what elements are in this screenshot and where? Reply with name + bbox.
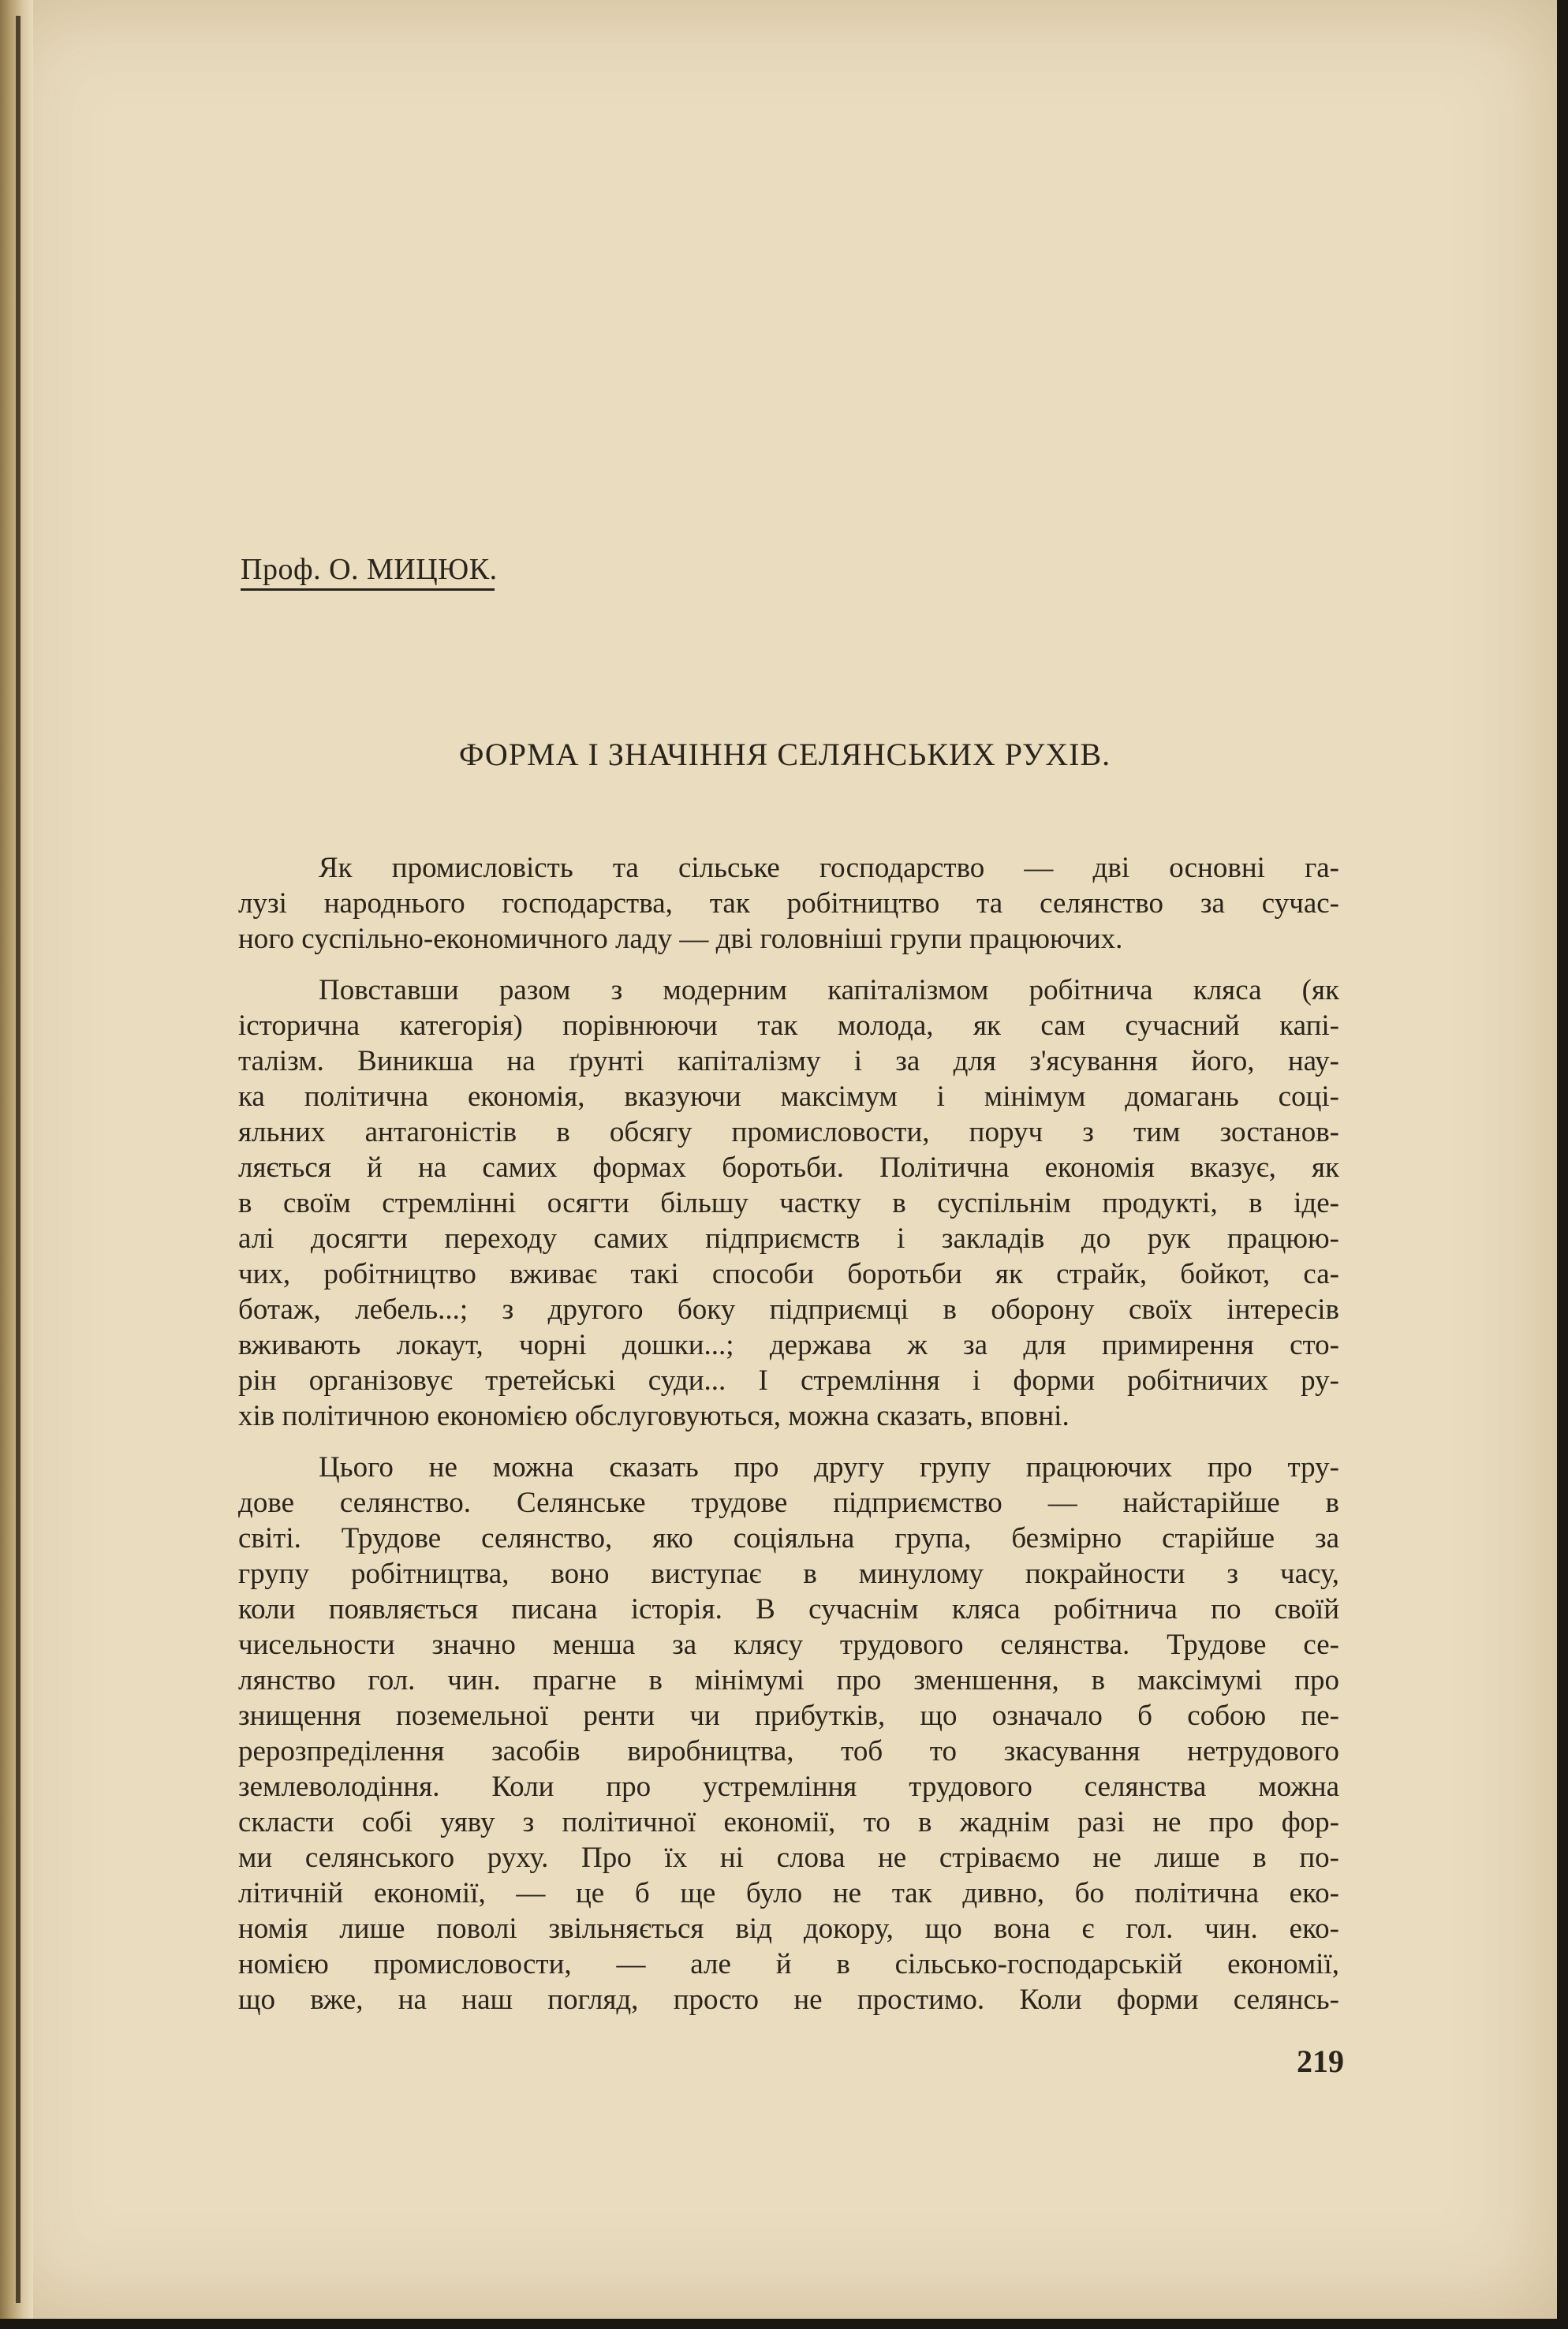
text-line: Цього не можна сказать про другу групу працюючих про тру- (319, 1451, 1339, 1484)
text-line: ми селянського руху. Про їх ні слова не стріваємо не лише в по- (238, 1842, 1339, 1874)
text-line: лузі народнього господарства, так робітництво та селянство за сучас- (238, 887, 1339, 920)
text-line: чисельности значно менша за клясу трудового селянства. Трудове се- (238, 1629, 1339, 1661)
article-title: ФОРМА І ЗНАЧІННЯ СЕЛЯНСЬКИХ РУХІВ. (458, 737, 1111, 772)
text-line: хів політичною економією обслуговуються, можна сказать, вповні. (238, 1400, 1070, 1432)
text-line: коли появляється писана історія. В сучаснім кляса робітнича по своїй (238, 1593, 1339, 1625)
binding-edge (16, 16, 21, 2303)
text-line: в своїм стремлінні осягти більшу частку в суспільнім продукті, в іде- (238, 1187, 1339, 1219)
text-line: рін організовує третейські суди... І стремління і форми робітничих ру- (238, 1364, 1339, 1397)
text-line: ного суспільно-економичного ладу — дві головніші групи працюючих. (238, 923, 1123, 955)
text-line: що вже, на наш погляд, просто не простимо. Коли форми селянсь- (238, 1984, 1339, 2016)
text-line: Як промисловість та сільське господарство — дві основні га- (319, 852, 1339, 884)
text-line: рерозпреділення засобів виробництва, тоб то зкасування нетрудового (238, 1735, 1339, 1767)
text-line: землеволодіння. Коли про устремління трудового селянства можна (238, 1771, 1339, 1803)
text-line: яльних антагоністів в обсягу промисловости, поруч з тим зостанов- (238, 1116, 1339, 1148)
text-line: ка політична економія, вказуючи максімум і мінімум домагань соці- (238, 1081, 1339, 1113)
author-name: Проф. О. МИЦЮК. (241, 553, 498, 586)
text-line: ляється й на самих формах боротьби. Політична економія вказує, як (238, 1151, 1339, 1184)
text-line: історична категорія) порівнюючи так молода, як сам сучасний капі- (238, 1010, 1339, 1042)
text-line: знищення поземельної ренти чи прибутків, що означало б собою пе- (238, 1700, 1339, 1732)
article-body (238, 850, 1339, 2033)
author-underline (241, 588, 495, 591)
paragraph-1 (238, 850, 1339, 957)
text-line: номія лише поволі звільняється від докору, що вона є гол. чин. еко- (238, 1913, 1339, 1945)
text-line: дове селянство. Селянське трудове підприємство — найстарійше в (238, 1487, 1339, 1519)
text-line: вживають локаут, чорні дошки...; держава ж за для примирення сто- (238, 1329, 1339, 1361)
paragraph-3 (238, 1450, 1339, 2017)
text-line: алі досягти переходу самих підприємств і закладів до рук працюю- (238, 1222, 1339, 1255)
page-number: 219 (1297, 2043, 1344, 2079)
text-line: ботаж, лебель...; з другого боку підприємці в оборону своїх інтересів (238, 1293, 1339, 1326)
text-line: лянство гол. чин. прагне в мінімумі про зменшення, в максімумі про (238, 1664, 1339, 1696)
paragraph-2 (238, 972, 1339, 1434)
text-line: номією промисловости, — але й в сільсько-господарській економії, (238, 1948, 1339, 1980)
text-line: скласти собі уяву з політичної економії, то в жаднім разі не про фор- (238, 1806, 1339, 1838)
text-line: чих, робітництво вживає такі способи боротьби як страйк, бойкот, са- (238, 1258, 1339, 1290)
text-line: світі. Трудове селянство, яко соціяльна група, безмірно старійше за (238, 1522, 1339, 1555)
text-line: Повставши разом з модерним капіталізмом робітнича кляса (як (319, 974, 1339, 1006)
text-line: літичній економії, — це б ще було не так дивно, бо політична еко- (238, 1877, 1339, 1909)
text-line: талізм. Виникша на ґрунті капіталізму і за для з'ясування його, нау- (238, 1045, 1339, 1077)
text-line: групу робітництва, воно виступає в минулому покрайности з часу, (238, 1558, 1339, 1590)
